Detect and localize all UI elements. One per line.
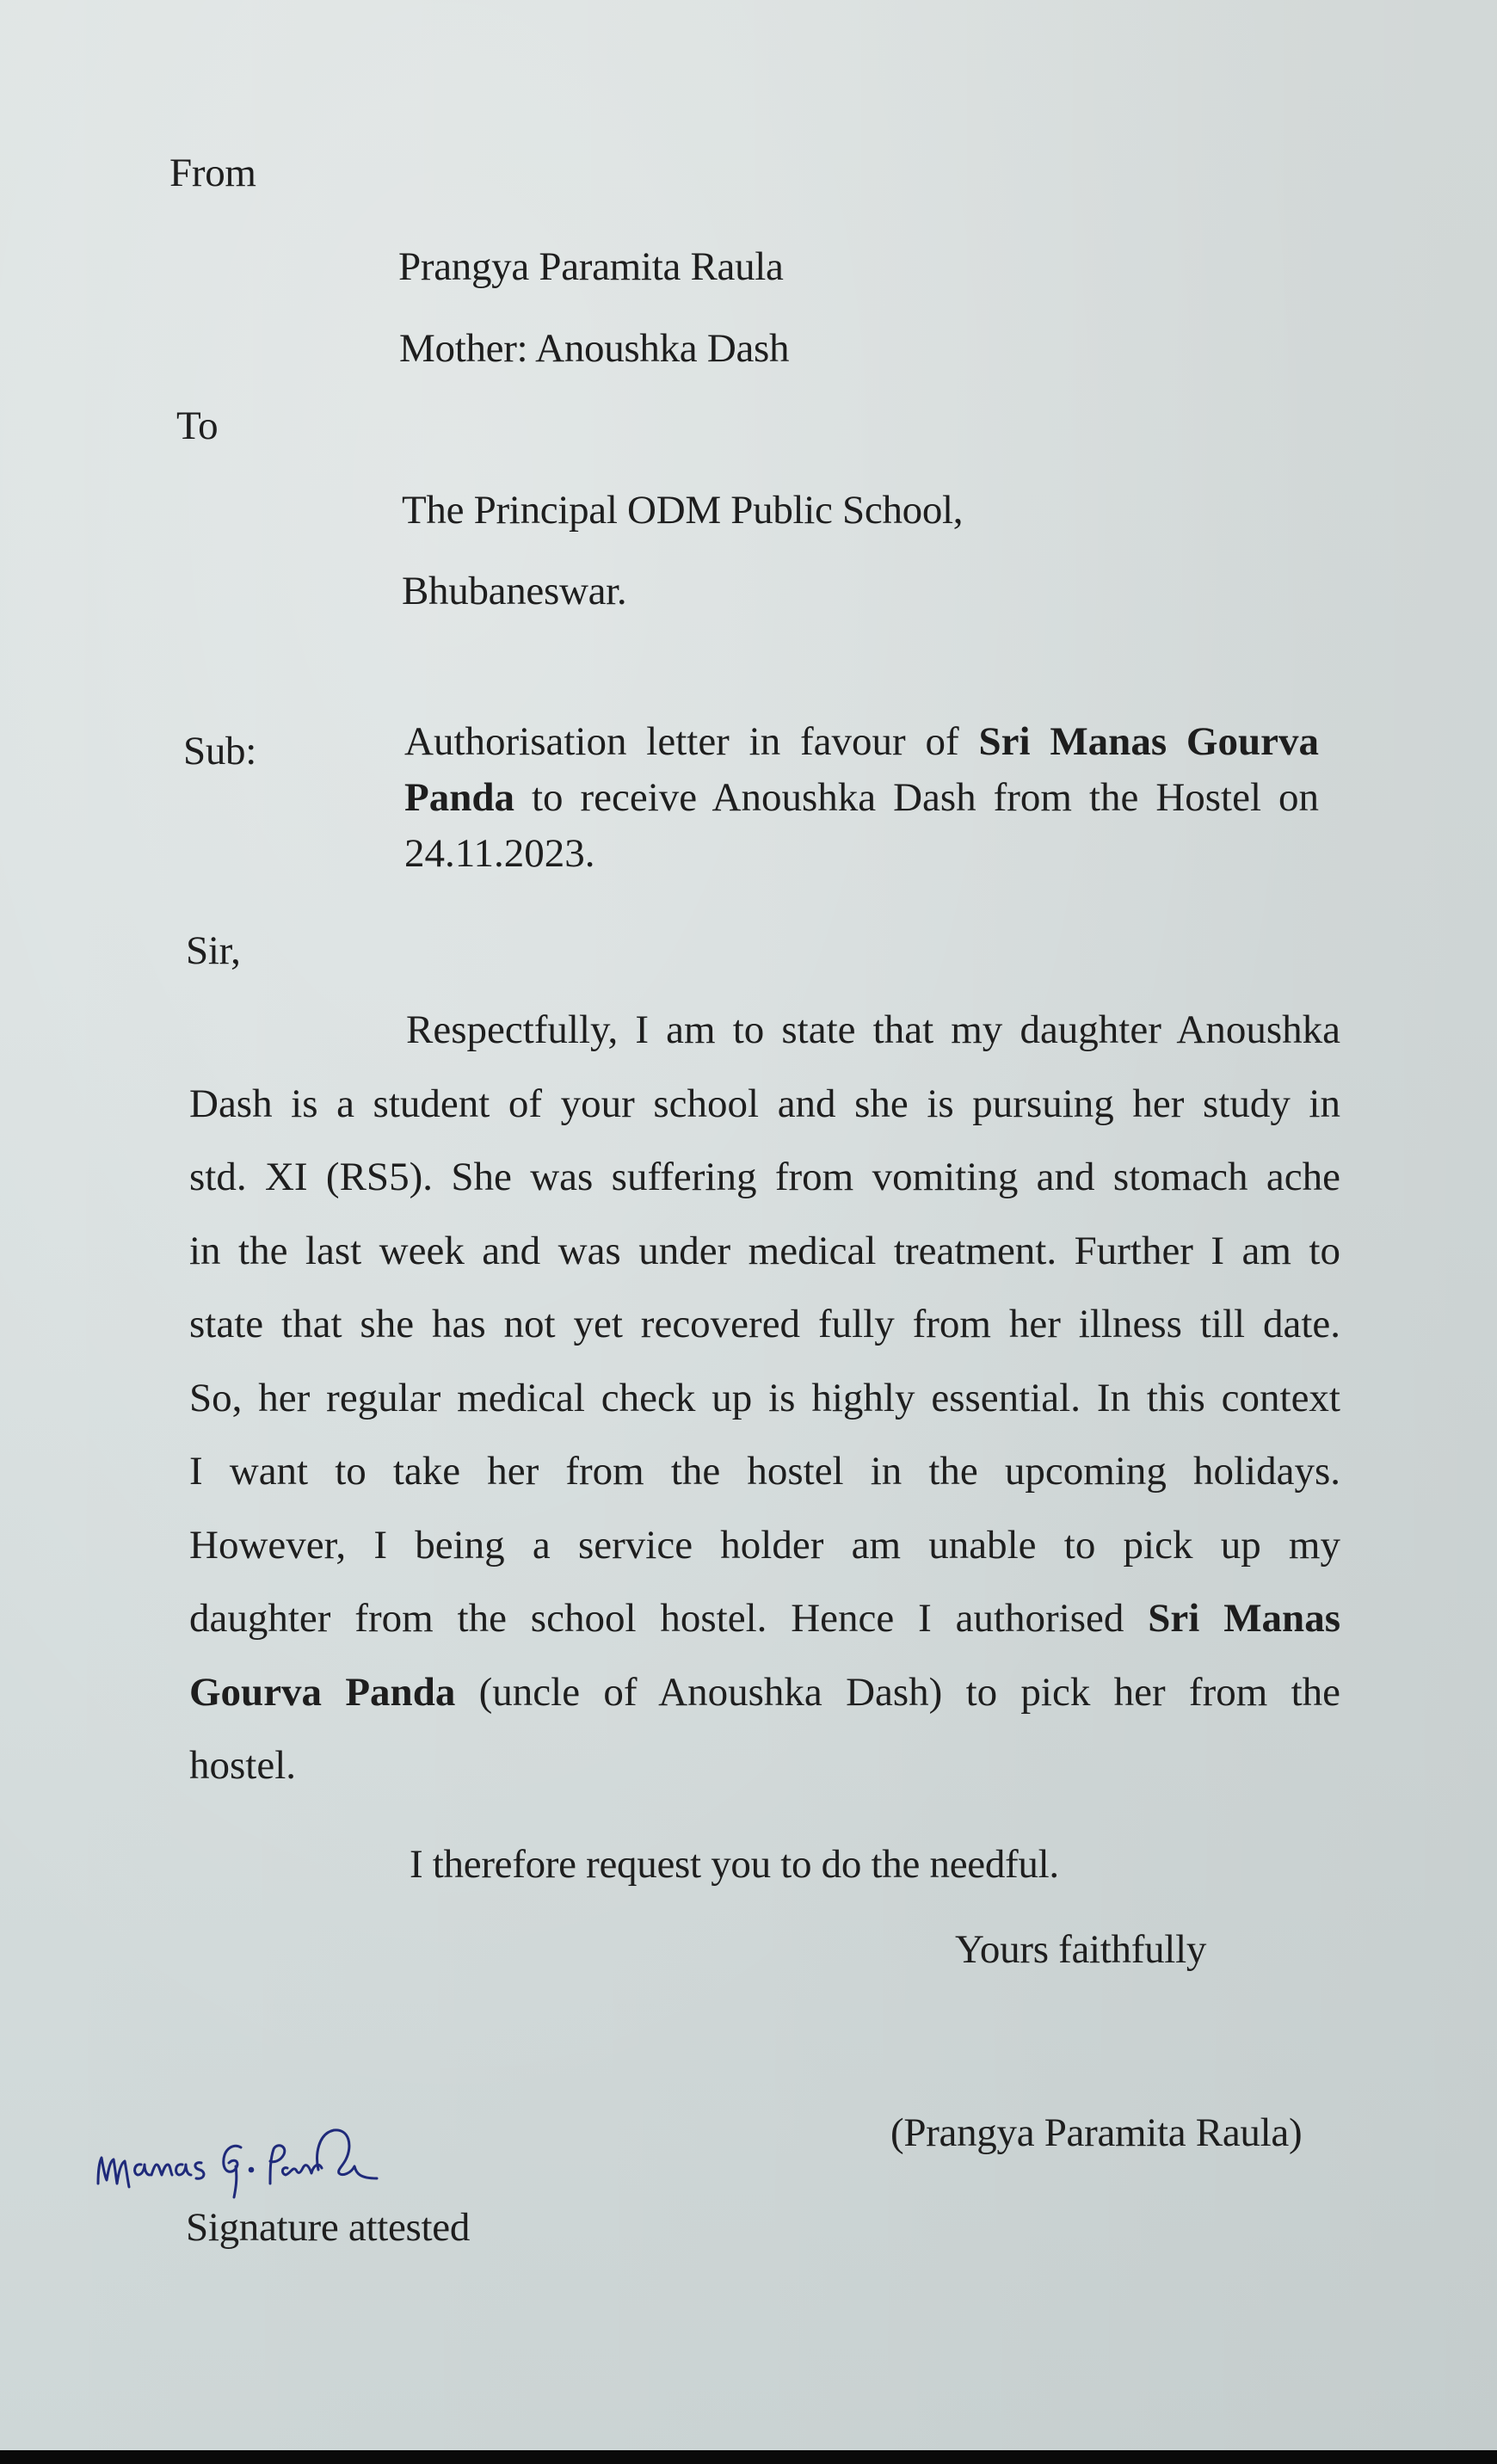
- salutation: Sir,: [186, 928, 241, 973]
- authorised-person-name: Gourva Panda: [189, 1669, 456, 1715]
- sender-name: Prangya Paramita Raula: [398, 244, 784, 289]
- body-line: in the last week and was under medical treatment. Further I am to: [189, 1228, 1340, 1273]
- authorised-person-name: Sri Manas: [1148, 1596, 1340, 1641]
- to-label: To: [176, 403, 219, 448]
- body-line: state that she has not yet recovered fully from her illness till date.: [189, 1302, 1340, 1346]
- body-line: However, I being a service holder am unable to pick up my: [189, 1522, 1340, 1568]
- photo-edge-strip: [0, 2450, 1497, 2464]
- recipient-line-1: The Principal ODM Public School,: [402, 488, 964, 533]
- from-label: From: [169, 151, 256, 195]
- body-line: daughter from the school hostel. Hence I authorised Sri Manas: [189, 1596, 1340, 1641]
- subject-text: [404, 714, 1319, 882]
- subject-line: Authorisation letter in favour of Sri Manas Gourva: [404, 719, 1319, 764]
- request-line: I therefore request you to do the needful.: [410, 1842, 1059, 1887]
- authorised-person-name: Panda: [404, 775, 514, 820]
- body-line: hostel.: [189, 1743, 297, 1788]
- handwritten-signature: [93, 2116, 471, 2220]
- body-line: Gourva Panda (uncle of Anoushka Dash) to pick her from the: [189, 1669, 1340, 1715]
- body-line: I want to take her from the hostel in the upcoming holidays.: [189, 1449, 1340, 1494]
- body-line: Dash is a student of your school and she is pursuing her study in: [189, 1081, 1340, 1126]
- subject-line: Panda to receive Anoushka Dash from the Hostel on: [404, 775, 1319, 820]
- signatory-name: (Prangya Paramita Raula): [890, 2110, 1303, 2155]
- recipient-line-2: Bhubaneswar.: [402, 569, 627, 613]
- subject-label: Sub:: [183, 729, 256, 773]
- body-line: So, her regular medical check up is highly essential. In this context: [189, 1375, 1340, 1420]
- authorised-person-name: Sri Manas Gourva: [978, 719, 1319, 764]
- letter-body: [189, 994, 1340, 1803]
- subject-date: 24.11.2023.: [404, 831, 595, 876]
- attestation-label: Signature attested: [186, 2205, 471, 2250]
- sender-relation: Mother: Anoushka Dash: [399, 326, 790, 371]
- body-line: Respectfully, I am to state that my daughter Anoushka: [406, 1007, 1340, 1052]
- body-line: std. XI (RS5). She was suffering from vomiting and stomach ache: [189, 1155, 1340, 1199]
- closing: Yours faithfully: [955, 1927, 1207, 1972]
